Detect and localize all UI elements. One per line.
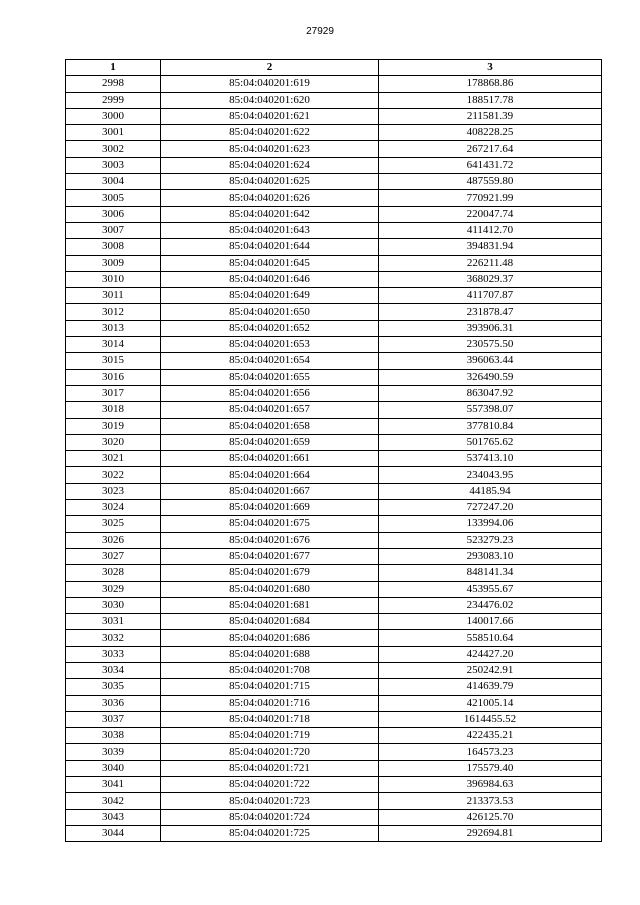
table-row [66,369,602,385]
row-number-cell: 3037 [66,711,161,727]
row-number-cell: 3015 [66,353,161,369]
row-number-cell: 3000 [66,108,161,124]
cadastral-number-cell: 85:04:040201:643 [161,222,379,238]
value-cell: 558510.64 [379,630,602,646]
row-number-cell: 3035 [66,679,161,695]
value-cell: 487559.80 [379,174,602,190]
cadastral-number-cell: 85:04:040201:676 [161,532,379,548]
cadastral-number-cell: 85:04:040201:681 [161,597,379,613]
row-number-cell: 3005 [66,190,161,206]
cadastral-number-cell: 85:04:040201:646 [161,271,379,287]
table-row [66,239,602,255]
row-number-cell: 3025 [66,516,161,532]
cadastral-number-cell: 85:04:040201:621 [161,108,379,124]
cadastral-number-cell: 85:04:040201:724 [161,809,379,825]
cadastral-number-cell: 85:04:040201:688 [161,646,379,662]
cadastral-number-cell: 85:04:040201:622 [161,125,379,141]
cadastral-number-cell: 85:04:040201:658 [161,418,379,434]
table-row [66,451,602,467]
table-row [66,467,602,483]
table-row [66,141,602,157]
row-number-cell: 3017 [66,385,161,401]
value-cell: 44185.94 [379,483,602,499]
row-number-cell: 3041 [66,777,161,793]
table-row [66,385,602,401]
column-header-3: 3 [379,60,602,76]
value-cell: 396063.44 [379,353,602,369]
value-cell: 393906.31 [379,320,602,336]
row-number-cell: 3038 [66,728,161,744]
cadastral-number-cell: 85:04:040201:654 [161,353,379,369]
cadastral-number-cell: 85:04:040201:664 [161,467,379,483]
value-cell: 234043.95 [379,467,602,483]
table-row [66,353,602,369]
table-body [66,76,602,842]
value-cell: 133994.06 [379,516,602,532]
row-number-cell: 3031 [66,614,161,630]
table-row [66,271,602,287]
row-number-cell: 3036 [66,695,161,711]
table-row [66,597,602,613]
value-cell: 292694.81 [379,825,602,841]
value-cell: 293083.10 [379,548,602,564]
cadastral-number-cell: 85:04:040201:723 [161,793,379,809]
table-row [66,434,602,450]
row-number-cell: 3039 [66,744,161,760]
cadastral-number-cell: 85:04:040201:619 [161,76,379,92]
value-cell: 175579.40 [379,760,602,776]
row-number-cell: 3029 [66,581,161,597]
value-cell: 422435.21 [379,728,602,744]
table-row [66,711,602,727]
value-cell: 426125.70 [379,809,602,825]
table-row [66,206,602,222]
table-row [66,320,602,336]
table-row [66,728,602,744]
row-number-cell: 3021 [66,451,161,467]
cadastral-number-cell: 85:04:040201:642 [161,206,379,222]
value-cell: 863047.92 [379,385,602,401]
column-header-1: 1 [66,60,161,76]
row-number-cell: 2998 [66,76,161,92]
table-row [66,174,602,190]
value-cell: 421005.14 [379,695,602,711]
row-number-cell: 3012 [66,304,161,320]
table-row [66,646,602,662]
table-row [66,108,602,124]
cadastral-number-cell: 85:04:040201:675 [161,516,379,532]
value-cell: 220047.74 [379,206,602,222]
table-row [66,483,602,499]
value-cell: 848141.34 [379,565,602,581]
row-number-cell: 3044 [66,825,161,841]
value-cell: 231878.47 [379,304,602,320]
table-row [66,679,602,695]
table-row [66,565,602,581]
cadastral-number-cell: 85:04:040201:721 [161,760,379,776]
cadastral-number-cell: 85:04:040201:722 [161,777,379,793]
cadastral-number-cell: 85:04:040201:715 [161,679,379,695]
table-row [66,532,602,548]
cadastral-number-cell: 85:04:040201:669 [161,500,379,516]
cadastral-number-cell: 85:04:040201:620 [161,92,379,108]
value-cell: 453955.67 [379,581,602,597]
value-cell: 188517.78 [379,92,602,108]
row-number-cell: 3001 [66,125,161,141]
row-number-cell: 3040 [66,760,161,776]
row-number-cell: 3013 [66,320,161,336]
row-number-cell: 3020 [66,434,161,450]
cadastral-number-cell: 85:04:040201:716 [161,695,379,711]
value-cell: 411412.70 [379,222,602,238]
table-row [66,581,602,597]
table-row [66,304,602,320]
value-cell: 377810.84 [379,418,602,434]
cadastral-number-cell: 85:04:040201:624 [161,157,379,173]
row-number-cell: 3003 [66,157,161,173]
cadastral-number-cell: 85:04:040201:657 [161,402,379,418]
table-row [66,288,602,304]
row-number-cell: 3011 [66,288,161,304]
table-row [66,222,602,238]
cadastral-number-cell: 85:04:040201:667 [161,483,379,499]
table-row [66,500,602,516]
table-row [66,695,602,711]
value-cell: 411707.87 [379,288,602,304]
value-cell: 424427.20 [379,646,602,662]
value-cell: 414639.79 [379,679,602,695]
row-number-cell: 3010 [66,271,161,287]
row-number-cell: 3018 [66,402,161,418]
table-row [66,630,602,646]
value-cell: 213373.53 [379,793,602,809]
table-row [66,337,602,353]
cadastral-number-cell: 85:04:040201:650 [161,304,379,320]
row-number-cell: 3024 [66,500,161,516]
data-table [65,59,602,842]
row-number-cell: 3004 [66,174,161,190]
table-row [66,809,602,825]
row-number-cell: 3028 [66,565,161,581]
table-row [66,825,602,841]
value-cell: 501765.62 [379,434,602,450]
value-cell: 770921.99 [379,190,602,206]
cadastral-number-cell: 85:04:040201:679 [161,565,379,581]
cadastral-number-cell: 85:04:040201:718 [161,711,379,727]
cadastral-number-cell: 85:04:040201:677 [161,548,379,564]
cadastral-number-cell: 85:04:040201:719 [161,728,379,744]
value-cell: 523279.23 [379,532,602,548]
cadastral-number-cell: 85:04:040201:659 [161,434,379,450]
cadastral-number-cell: 85:04:040201:653 [161,337,379,353]
row-number-cell: 3009 [66,255,161,271]
cadastral-number-cell: 85:04:040201:720 [161,744,379,760]
row-number-cell: 3043 [66,809,161,825]
cadastral-number-cell: 85:04:040201:626 [161,190,379,206]
row-number-cell: 3033 [66,646,161,662]
row-number-cell: 3030 [66,597,161,613]
table-row [66,190,602,206]
value-cell: 396984.63 [379,777,602,793]
cadastral-number-cell: 85:04:040201:655 [161,369,379,385]
row-number-cell: 3002 [66,141,161,157]
value-cell: 368029.37 [379,271,602,287]
cadastral-number-cell: 85:04:040201:656 [161,385,379,401]
row-number-cell: 3007 [66,222,161,238]
row-number-cell: 3034 [66,662,161,678]
column-header-2: 2 [161,60,379,76]
cadastral-number-cell: 85:04:040201:686 [161,630,379,646]
cadastral-number-cell: 85:04:040201:644 [161,239,379,255]
value-cell: 230575.50 [379,337,602,353]
table-row [66,662,602,678]
row-number-cell: 3026 [66,532,161,548]
value-cell: 234476.02 [379,597,602,613]
table-header [66,60,602,76]
table-row [66,793,602,809]
table-row [66,255,602,271]
value-cell: 178868.86 [379,76,602,92]
page-number: 27929 [306,26,334,37]
row-number-cell: 3006 [66,206,161,222]
value-cell: 164573.23 [379,744,602,760]
value-cell: 641431.72 [379,157,602,173]
value-cell: 408228.25 [379,125,602,141]
value-cell: 557398.07 [379,402,602,418]
cadastral-number-cell: 85:04:040201:649 [161,288,379,304]
value-cell: 211581.39 [379,108,602,124]
table-row [66,516,602,532]
value-cell: 140017.66 [379,614,602,630]
table-row [66,418,602,434]
cadastral-number-cell: 85:04:040201:725 [161,825,379,841]
cadastral-number-cell: 85:04:040201:680 [161,581,379,597]
value-cell: 250242.91 [379,662,602,678]
table-row [66,125,602,141]
row-number-cell: 3032 [66,630,161,646]
cadastral-number-cell: 85:04:040201:625 [161,174,379,190]
table-row [66,76,602,92]
row-number-cell: 3023 [66,483,161,499]
row-number-cell: 3042 [66,793,161,809]
row-number-cell: 3019 [66,418,161,434]
cadastral-number-cell: 85:04:040201:645 [161,255,379,271]
value-cell: 267217.64 [379,141,602,157]
cadastral-number-cell: 85:04:040201:684 [161,614,379,630]
cadastral-number-cell: 85:04:040201:661 [161,451,379,467]
row-number-cell: 3022 [66,467,161,483]
table-row [66,760,602,776]
value-cell: 226211.48 [379,255,602,271]
table-row [66,744,602,760]
table-row [66,614,602,630]
row-number-cell: 2999 [66,92,161,108]
value-cell: 537413.10 [379,451,602,467]
table-row [66,92,602,108]
cadastral-number-cell: 85:04:040201:652 [161,320,379,336]
cadastral-number-cell: 85:04:040201:708 [161,662,379,678]
table-row [66,777,602,793]
table-row [66,548,602,564]
value-cell: 326490.59 [379,369,602,385]
row-number-cell: 3027 [66,548,161,564]
value-cell: 394831.94 [379,239,602,255]
value-cell: 1614455.52 [379,711,602,727]
table-row [66,157,602,173]
cadastral-number-cell: 85:04:040201:623 [161,141,379,157]
row-number-cell: 3014 [66,337,161,353]
row-number-cell: 3016 [66,369,161,385]
value-cell: 727247.20 [379,500,602,516]
header-row [66,60,602,76]
table-row [66,402,602,418]
row-number-cell: 3008 [66,239,161,255]
